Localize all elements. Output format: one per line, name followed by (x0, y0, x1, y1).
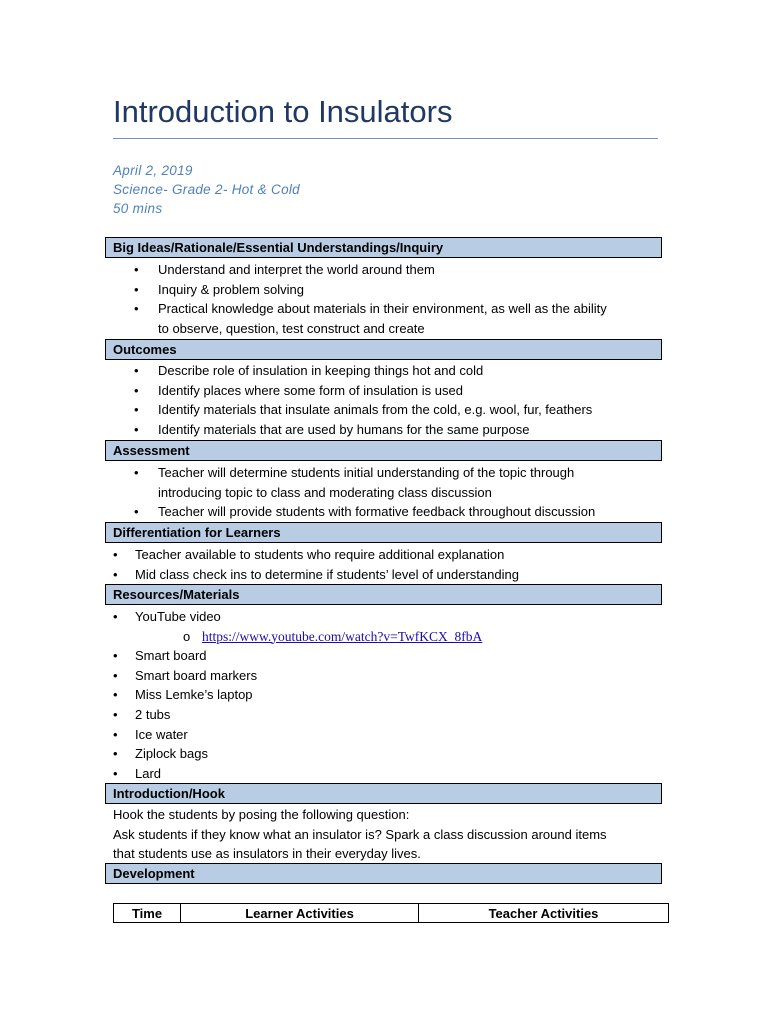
list-item: • YouTube video (113, 609, 221, 624)
table-header-row (114, 904, 669, 923)
list-item: • Lard (113, 765, 162, 781)
paragraph-line: that students use as insulators in their everyday lives. (113, 846, 421, 861)
differentiation-list (113, 545, 658, 584)
title-divider (113, 138, 658, 139)
list-item: • Miss Lemke’s laptop (113, 687, 253, 703)
section-heading-development: Development (105, 863, 662, 884)
lesson-date: April 2, 2019 (113, 163, 193, 178)
section-heading-outcomes: Outcomes (105, 339, 662, 360)
section-heading-differentiation: Differentiation for Learners (105, 522, 662, 543)
list-item: • Understand and interpret the world around them (134, 262, 435, 277)
big-ideas-list (134, 260, 654, 338)
list-item: • Practical knowledge about materials in their environment, as well as the ability (134, 301, 607, 317)
paragraph-line: Hook the students by posing the following question: (113, 807, 410, 822)
column-header-learner-activities: Learner Activities (181, 904, 419, 923)
list-item: • Identify places where some form of insulation is used (134, 382, 463, 398)
outcomes-list (134, 361, 654, 439)
lesson-meta (113, 161, 300, 218)
list-item: • Identify materials that are used by humans for the same purpose (134, 421, 530, 437)
list-item-continuation: to observe, question, test construct and create (158, 320, 425, 336)
list-item: • Inquiry & problem solving (134, 281, 304, 297)
page-title: Introduction to Insulators (113, 94, 453, 129)
list-item: • Ice water (113, 726, 188, 742)
section-heading-assessment: Assessment (105, 440, 662, 461)
list-item-link: o https://www.youtube.com/watch?v=TwfKCX_8fbA (113, 627, 658, 647)
section-heading-big-ideas: Big Ideas/Rationale/Essential Understandings/Inquiry (105, 237, 662, 258)
list-item: • 2 tubs (113, 706, 171, 722)
list-item: • Teacher will provide students with formative feedback throughout discussion (134, 504, 596, 520)
youtube-link[interactable]: https://www.youtube.com/watch?v=TwfKCX_8fbA (202, 628, 483, 644)
lesson-subject: Science- Grade 2- Hot & Cold (113, 182, 300, 197)
list-item: • Smart board markers (113, 667, 258, 683)
section-heading-resources: Resources/Materials (105, 584, 662, 605)
introduction-text (113, 805, 658, 864)
lesson-duration: 50 mins (113, 201, 163, 216)
column-header-time: Time (114, 904, 181, 923)
development-table (113, 903, 669, 923)
list-item-continuation: introducing topic to class and moderating class discussion (158, 484, 492, 500)
list-item: • Ziplock bags (113, 746, 208, 762)
assessment-list (134, 463, 654, 522)
list-item: • Mid class check ins to determine if students’ level of understanding (113, 566, 519, 582)
list-item: • Teacher will determine students initial understanding of the topic through (134, 465, 575, 480)
paragraph-line: Ask students if they know what an insulator is? Spark a class discussion around items (113, 826, 607, 842)
column-header-teacher-activities: Teacher Activities (419, 904, 669, 923)
section-heading-introduction: Introduction/Hook (105, 783, 662, 804)
list-item: • Identify materials that insulate animals from the cold, e.g. wool, fur, feathers (134, 402, 593, 418)
list-item: • Describe role of insulation in keeping things hot and cold (134, 363, 484, 378)
resources-list (113, 607, 658, 783)
list-item: • Smart board (113, 648, 207, 664)
list-item: • Teacher available to students who require additional explanation (113, 547, 505, 562)
